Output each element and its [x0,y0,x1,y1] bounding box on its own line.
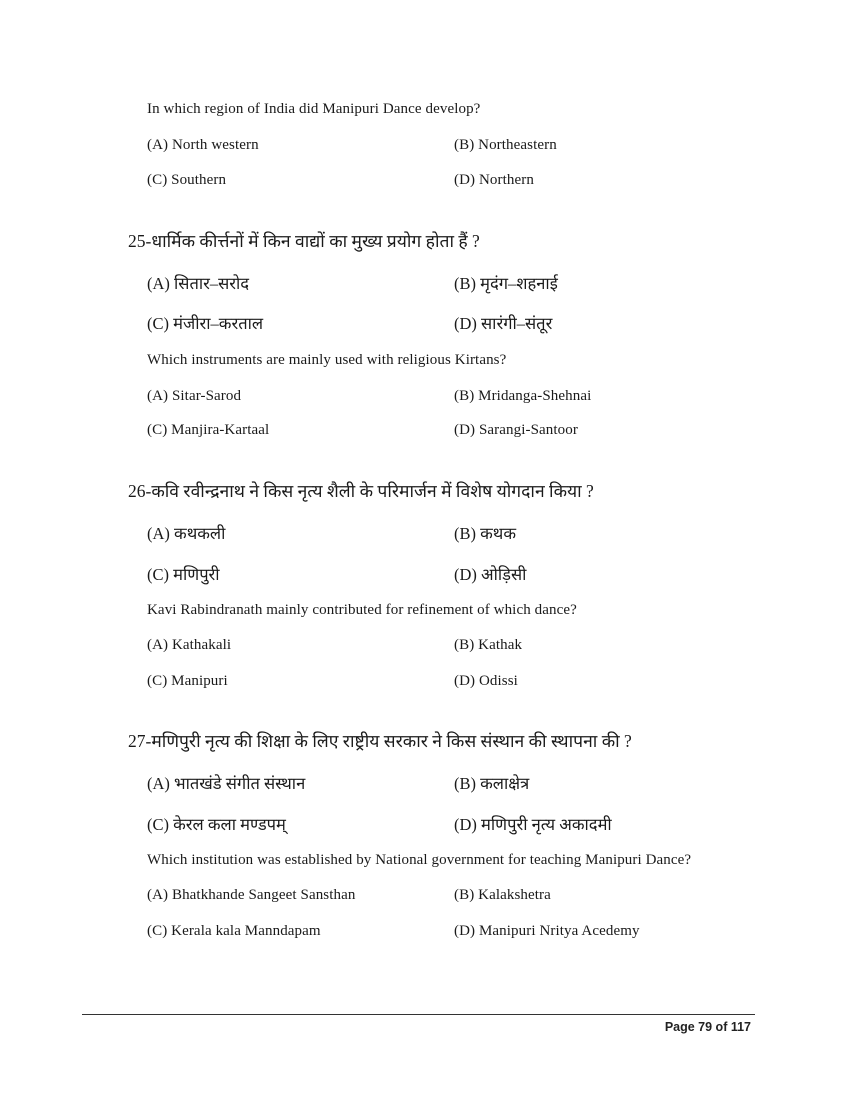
q26-question-hi: 26-कवि रवीन्द्रनाथ ने किस नृत्य शैली के परिमार्जन में विशेष योगदान किया ? [128,481,594,501]
q27-option-d-hi: (D) मणिपुरी नृत्य अकादमी [454,815,612,834]
q26-option-d-en: (D) Odissi [454,673,518,689]
q24-option-c-en: (C) Southern [147,172,227,188]
q27-question-en: Which institution was established by National government for teaching Manipuri Dance? [147,852,692,868]
q26-option-b-en: (B) Kathak [454,637,523,653]
q25-option-c-en: (C) Manjira-Kartaal [147,422,270,438]
q26-question-en: Kavi Rabindranath mainly contributed for refinement of which dance? [147,602,577,618]
q25-option-b-en: (B) Mridanga-Shehnai [454,388,592,404]
q24-option-d-en: (D) Northern [454,172,534,188]
q27-option-b-hi: (B) कलाक्षेत्र [454,774,530,793]
q27-option-a-hi: (A) भातखंडे संगीत संस्थान [147,774,306,793]
q27-option-c-en: (C) Kerala kala Manndapam [147,923,321,939]
q25-option-a-en: (A) Sitar-Sarod [147,388,242,404]
page-number: Page 79 of 117 [664,1020,751,1034]
q25-question-en: Which instruments are mainly used with religious Kirtans? [147,352,507,368]
q27-question-hi: 27-मणिपुरी नृत्य की शिक्षा के लिए राष्ट्रीय सरकार ने किस संस्थान की स्थापना की ? [128,731,632,751]
footer-divider [82,1014,755,1015]
q27-option-a-en: (A) Bhatkhande Sangeet Sansthan [147,887,356,903]
q26-option-b-hi: (B) कथक [454,524,517,543]
q24-question-en: In which region of India did Manipuri Dance develop? [147,101,481,117]
q26-option-c-en: (C) Manipuri [147,673,228,689]
q25-option-a-hi: (A) सितार–सरोद [147,274,250,293]
q26-option-a-en: (A) Kathakali [147,637,232,653]
q25-option-b-hi: (B) मृदंग–शहनाई [454,274,558,293]
q24-option-a-en: (A) North western [147,137,259,153]
q26-option-c-hi: (C) मणिपुरी [147,565,220,584]
q27-option-c-hi: (C) केरल कला मण्डपम् [147,815,286,834]
q26-option-d-hi: (D) ओड़िसी [454,565,527,584]
q25-option-d-hi: (D) सारंगी–संतूर [454,314,553,333]
q26-option-a-hi: (A) कथकली [147,524,226,543]
q25-option-c-hi: (C) मंजीरा–करताल [147,314,264,333]
q25-question-hi: 25-धार्मिक कीर्त्तनों में किन वाद्यों का मुख्य प्रयोग होता हैं ? [128,231,480,251]
q27-option-b-en: (B) Kalakshetra [454,887,551,903]
q25-option-d-en: (D) Sarangi-Santoor [454,422,578,438]
q24-option-b-en: (B) Northeastern [454,137,557,153]
q27-option-d-en: (D) Manipuri Nritya Acedemy [454,923,640,939]
